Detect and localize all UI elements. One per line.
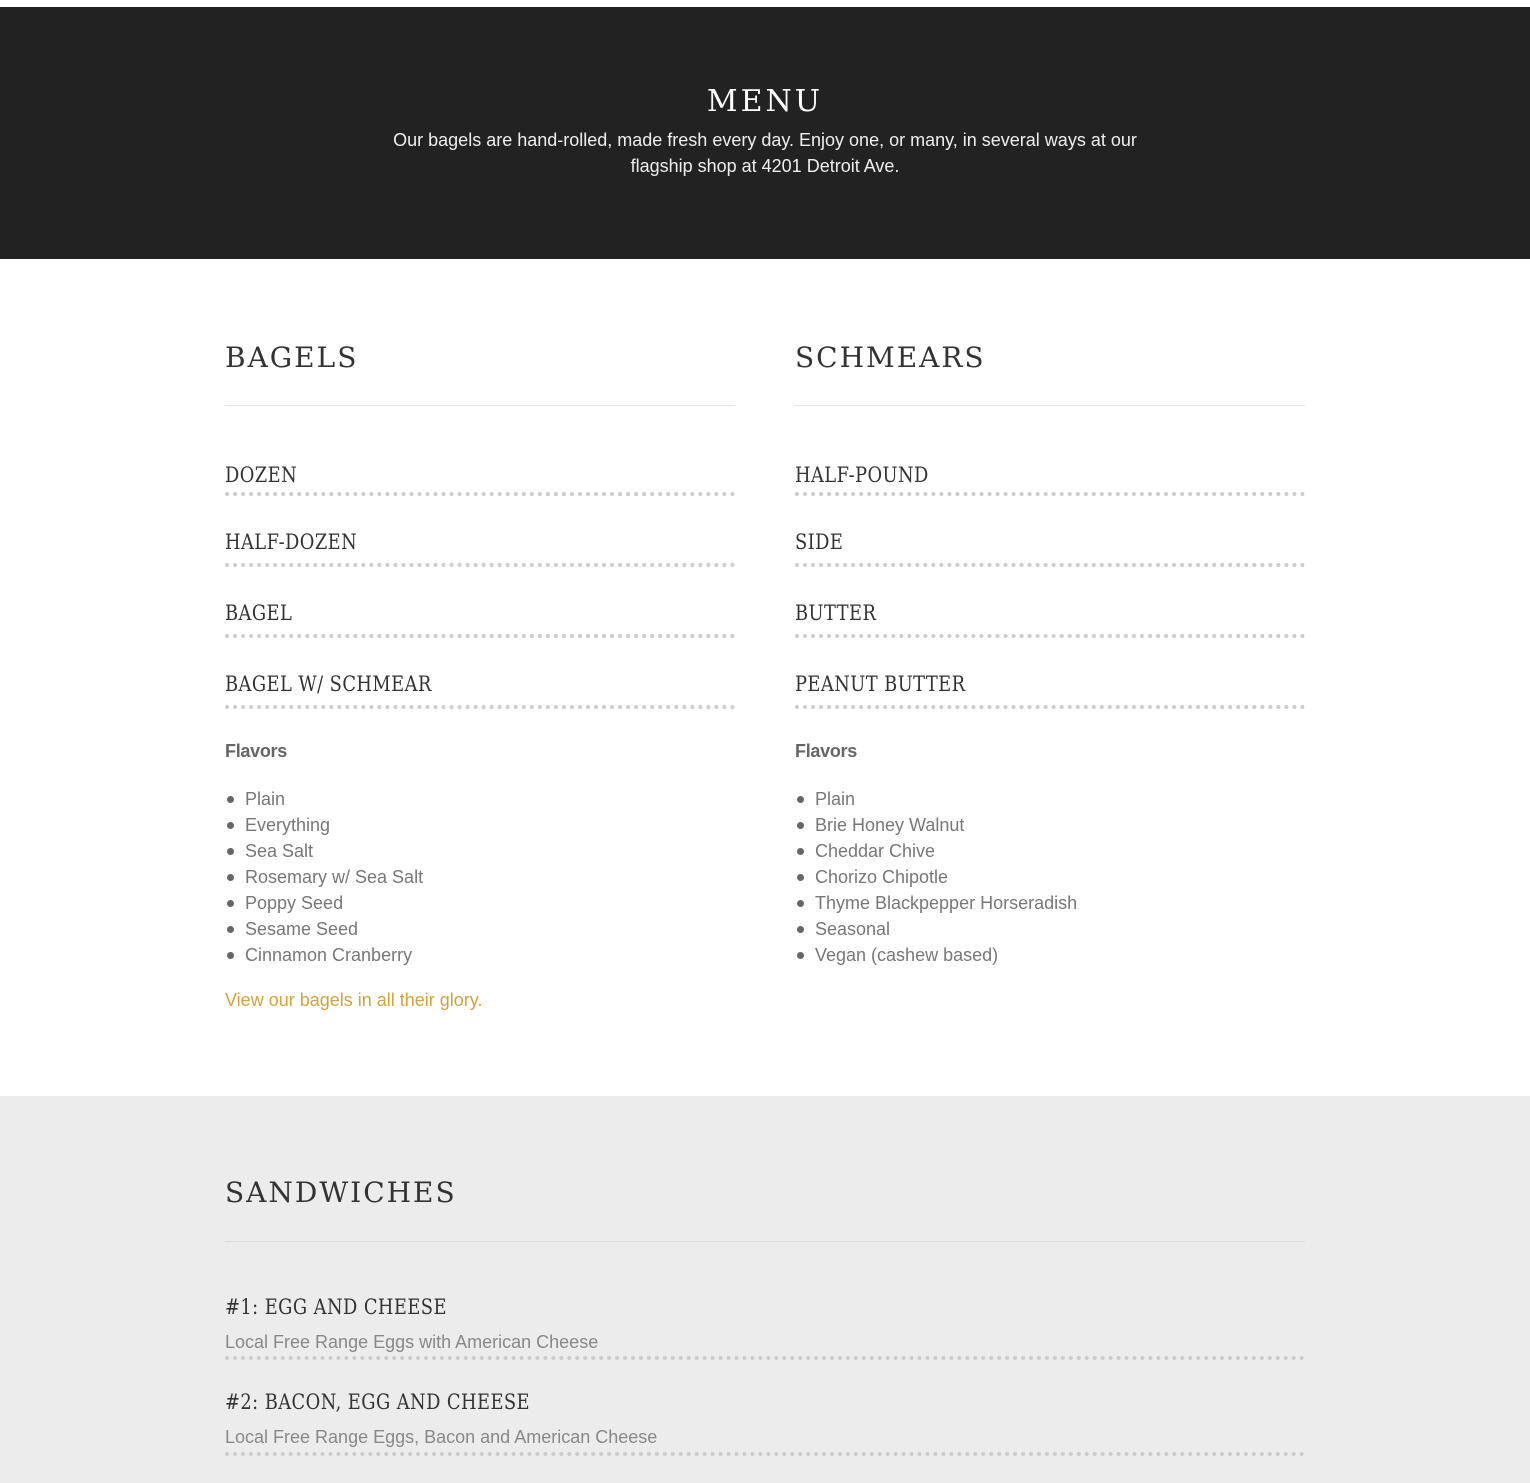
list-item: Plain <box>225 786 735 812</box>
menu-item <box>795 496 1305 567</box>
menu-item <box>225 638 735 709</box>
list-item: Vegan (cashew based) <box>795 942 1305 968</box>
schmears-item-list <box>795 458 1305 709</box>
divider <box>225 1241 1305 1242</box>
top-strip <box>0 0 1530 7</box>
list-item: Chorizo Chipotle <box>795 864 1305 890</box>
menu-item-name: PEANUT BUTTER <box>795 672 966 696</box>
divider <box>795 405 1305 406</box>
schmear-flavor-list <box>795 786 1305 968</box>
list-item: Everything <box>225 812 735 838</box>
list-item: Cheddar Chive <box>795 838 1305 864</box>
menu-intro: Our bagels are hand-rolled, made fresh every day. Enjoy one, or many, in several ways at our flagship shop at 4201 Detroit Ave. <box>393 130 1137 176</box>
menu-item <box>225 496 735 567</box>
menu-item <box>225 458 735 496</box>
menu-item-name: HALF-POUND <box>795 463 929 487</box>
menu-item-name: BAGEL W/ SCHMEAR <box>225 672 432 696</box>
list-item: Rosemary w/ Sea Salt <box>225 864 735 890</box>
bagel-flavors-heading: Flavors <box>225 741 287 761</box>
schmears-heading: SCHMEARS <box>795 341 986 374</box>
sandwich-name: #2: BACON, EGG AND CHEESE <box>225 1390 531 1414</box>
schmear-flavors-heading: Flavors <box>795 741 857 761</box>
list-item: Sea Salt <box>225 838 735 864</box>
bagels-column <box>225 259 735 1011</box>
sandwich-description: Local Free Range Eggs, Bacon and American Cheese <box>225 1427 658 1447</box>
menu-item <box>795 567 1305 638</box>
menu-item-name: BUTTER <box>795 601 877 625</box>
sandwich-item <box>225 1292 1305 1360</box>
menu-item-name: DOZEN <box>225 463 298 487</box>
list-item: Sesame Seed <box>225 916 735 942</box>
menu-hero <box>0 7 1530 259</box>
sandwiches-heading: SANDWICHES <box>225 1176 457 1209</box>
menu-item-name: BAGEL <box>225 601 293 625</box>
sandwiches-content <box>225 1096 1305 1456</box>
sandwich-list <box>225 1292 1305 1456</box>
menu-item <box>225 567 735 638</box>
list-item: Plain <box>795 786 1305 812</box>
menu-item-name: SIDE <box>795 530 844 554</box>
page-title: MENU <box>706 84 824 119</box>
divider <box>225 405 735 406</box>
bagels-item-list <box>225 458 735 709</box>
menu-item <box>795 458 1305 496</box>
sandwich-description: Local Free Range Eggs with American Cheese <box>225 1332 599 1352</box>
schmears-column <box>795 259 1305 968</box>
list-item: Poppy Seed <box>225 890 735 916</box>
bagels-heading: BAGELS <box>225 341 359 374</box>
sandwich-item <box>225 1360 1305 1456</box>
list-item: Brie Honey Walnut <box>795 812 1305 838</box>
bagel-flavor-list <box>225 786 735 968</box>
list-item: Cinnamon Cranberry <box>225 942 735 968</box>
list-item: Seasonal <box>795 916 1305 942</box>
view-bagels-link[interactable]: View our bagels in all their glory. <box>225 990 483 1010</box>
menu-main <box>0 259 1530 1096</box>
menu-item-name: HALF-DOZEN <box>225 530 358 554</box>
sandwiches-section <box>0 1096 1530 1483</box>
list-item: Thyme Blackpepper Horseradish <box>795 890 1305 916</box>
sandwich-name: #1: EGG AND CHEESE <box>225 1295 447 1319</box>
menu-item <box>795 638 1305 709</box>
